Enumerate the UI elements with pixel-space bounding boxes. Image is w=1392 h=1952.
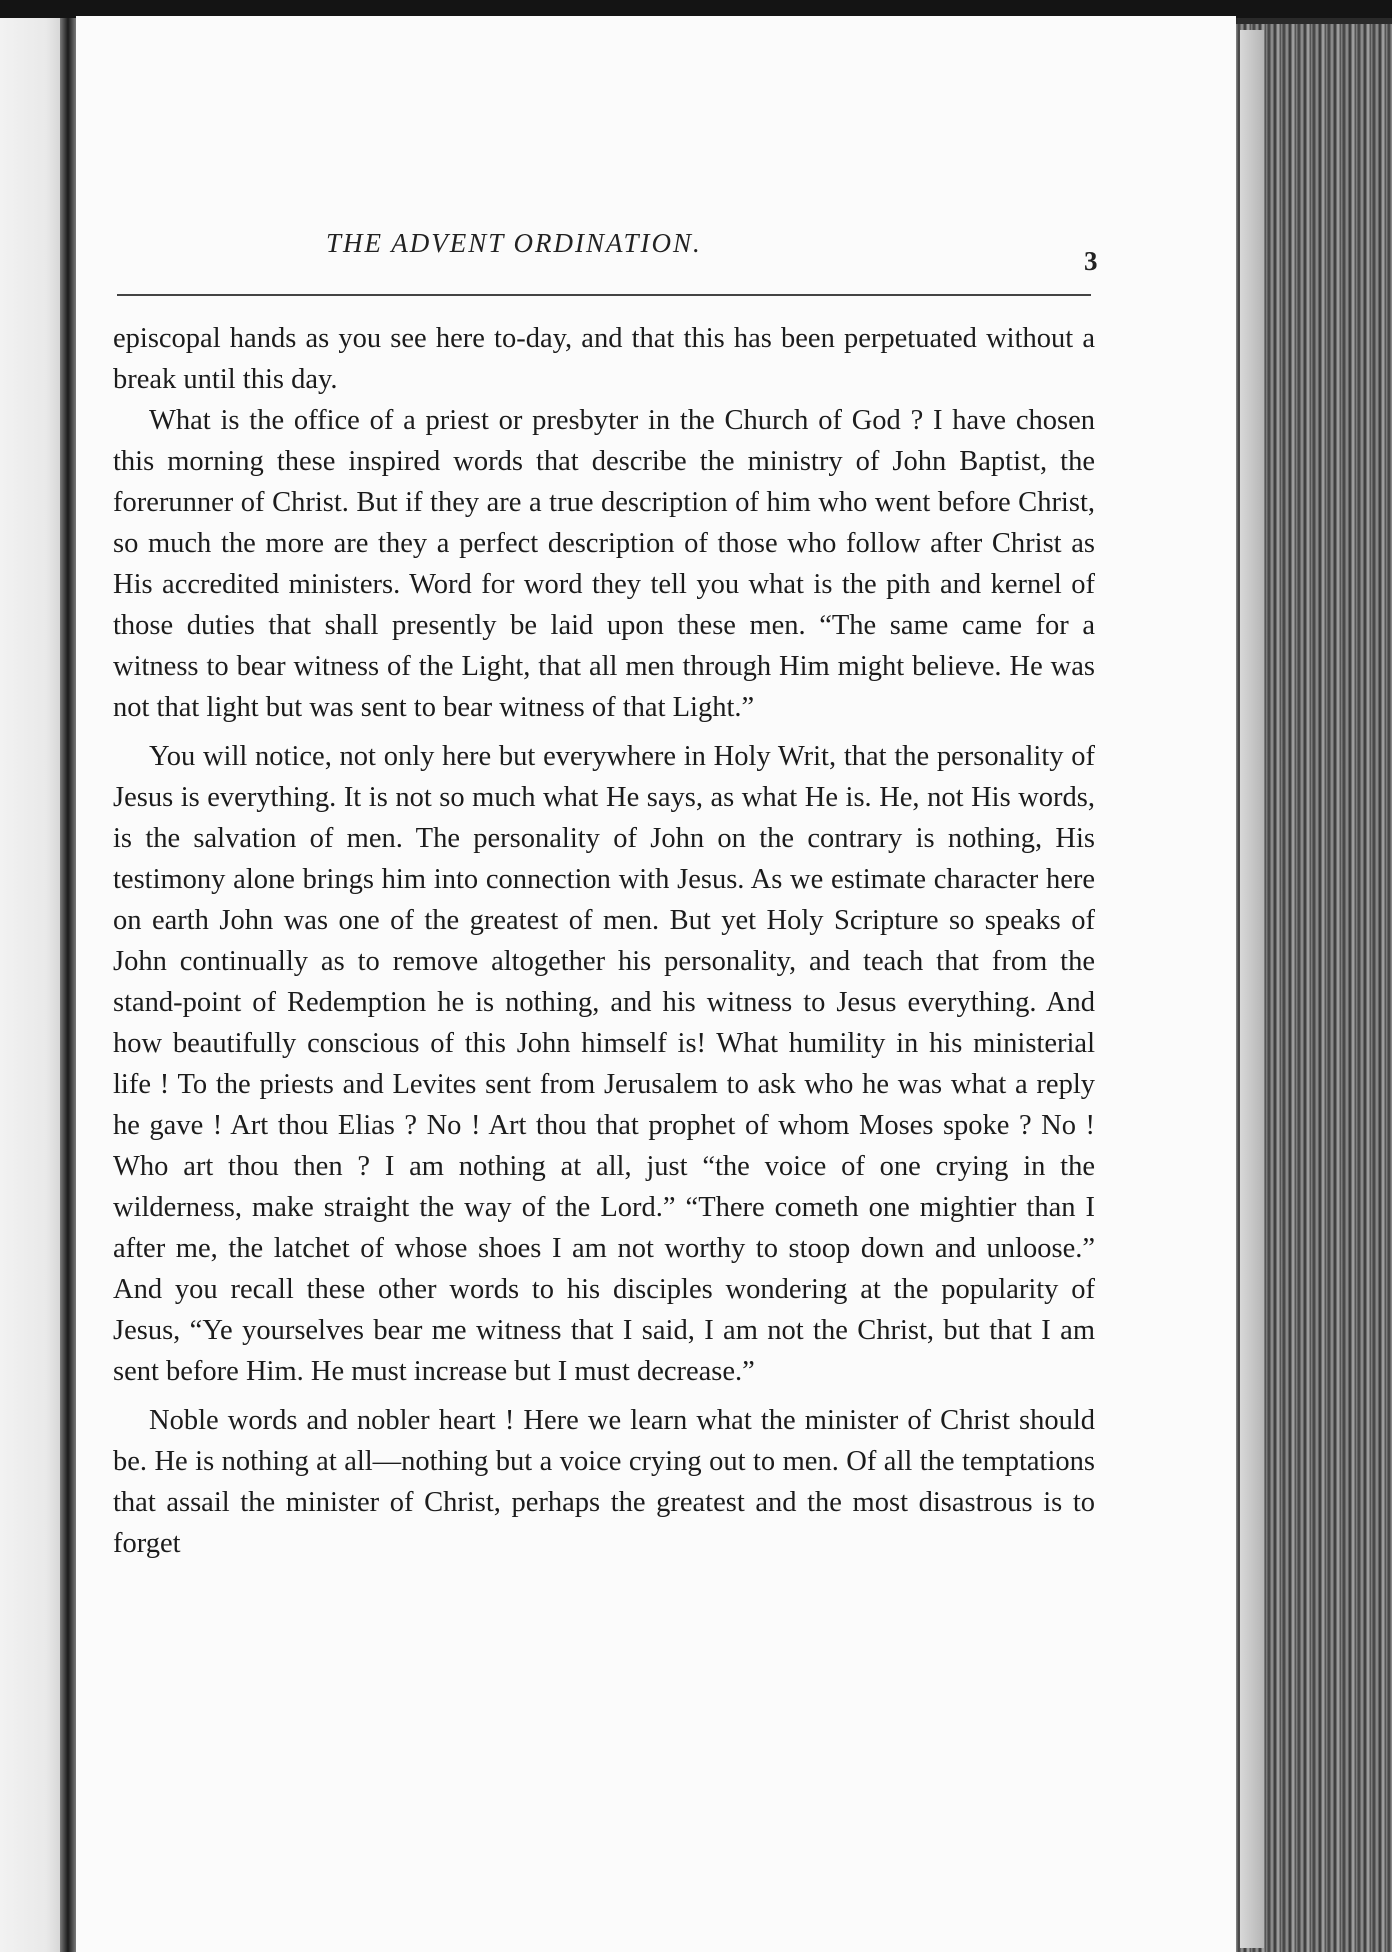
paragraph: Noble words and nobler heart ! Here we learn what the minister of Christ should be. He is nothing at all—nothing but a voice crying out to men. Of all the temptations that assail the minister of Christ, perhaps the greatest and the most disastrous is to forget (113, 1405, 1095, 1559)
paragraph: What is the office of a priest or presbyter in the Church of God ? I have chosen this morning these inspired words that describe the ministry of John Baptist, the forerunner of Christ. But if they are a true description of him who went before Christ, so much the more are they a perfect description of those who follow after Christ as His accredited ministers. Word for word they tell you what is the pith and kernel of those duties that shall presently be laid upon these men. “The same came for a witness to bear witness of the Light, that all men through Him might believe. He was not that light but was sent to bear witness of that Light.” (113, 405, 1095, 723)
book-gutter (60, 18, 76, 1952)
running-title: THE ADVENT ORDINATION. (326, 228, 702, 258)
header-rule (117, 294, 1091, 296)
paragraph: episcopal hands as you see here to-day, and that this has been perpetuated without a break until this day. (113, 323, 1095, 395)
body-text (113, 318, 1095, 1564)
facing-page-edge (0, 18, 66, 1952)
page-number: 3 (1084, 246, 1098, 276)
paragraph: You will notice, not only here but everywhere in Holy Writ, that the personality of Jesus is everything. It is not so much what He says, as what He is. He, not His words, is the salvation of men. The personality of John on the contrary is nothing, His testimony alone brings him into connection with Jesus. As we estimate character here on earth John was one of the greatest of men. But yet Holy Scripture so speaks of John continually as to remove altogether his personality, and teach that from the stand-point of Redemption he is nothing, and his witness to Jesus everything. And how beautifully conscious of this John himself is! What humility in his ministerial life ! To the priests and Levites sent from Jerusalem to ask who he was what a reply he gave ! Art thou Elias ? No ! Art thou that prophet of whom Moses spoke ? No ! Who art thou then ? I am nothing at all, just “the voice of one crying in the wilderness, make straight the way of the Lord.” “There cometh one mightier than I after me, the latchet of whose shoes I am not worthy to stoop down and unloose.” And you recall these other words to his disciples wondering at the popularity of Jesus, “Ye yourselves bear me witness that I said, I am not the Christ, but that I am sent before Him. He must increase but I must decrease.” (113, 741, 1095, 1387)
page-stack-inner (1240, 30, 1264, 1948)
